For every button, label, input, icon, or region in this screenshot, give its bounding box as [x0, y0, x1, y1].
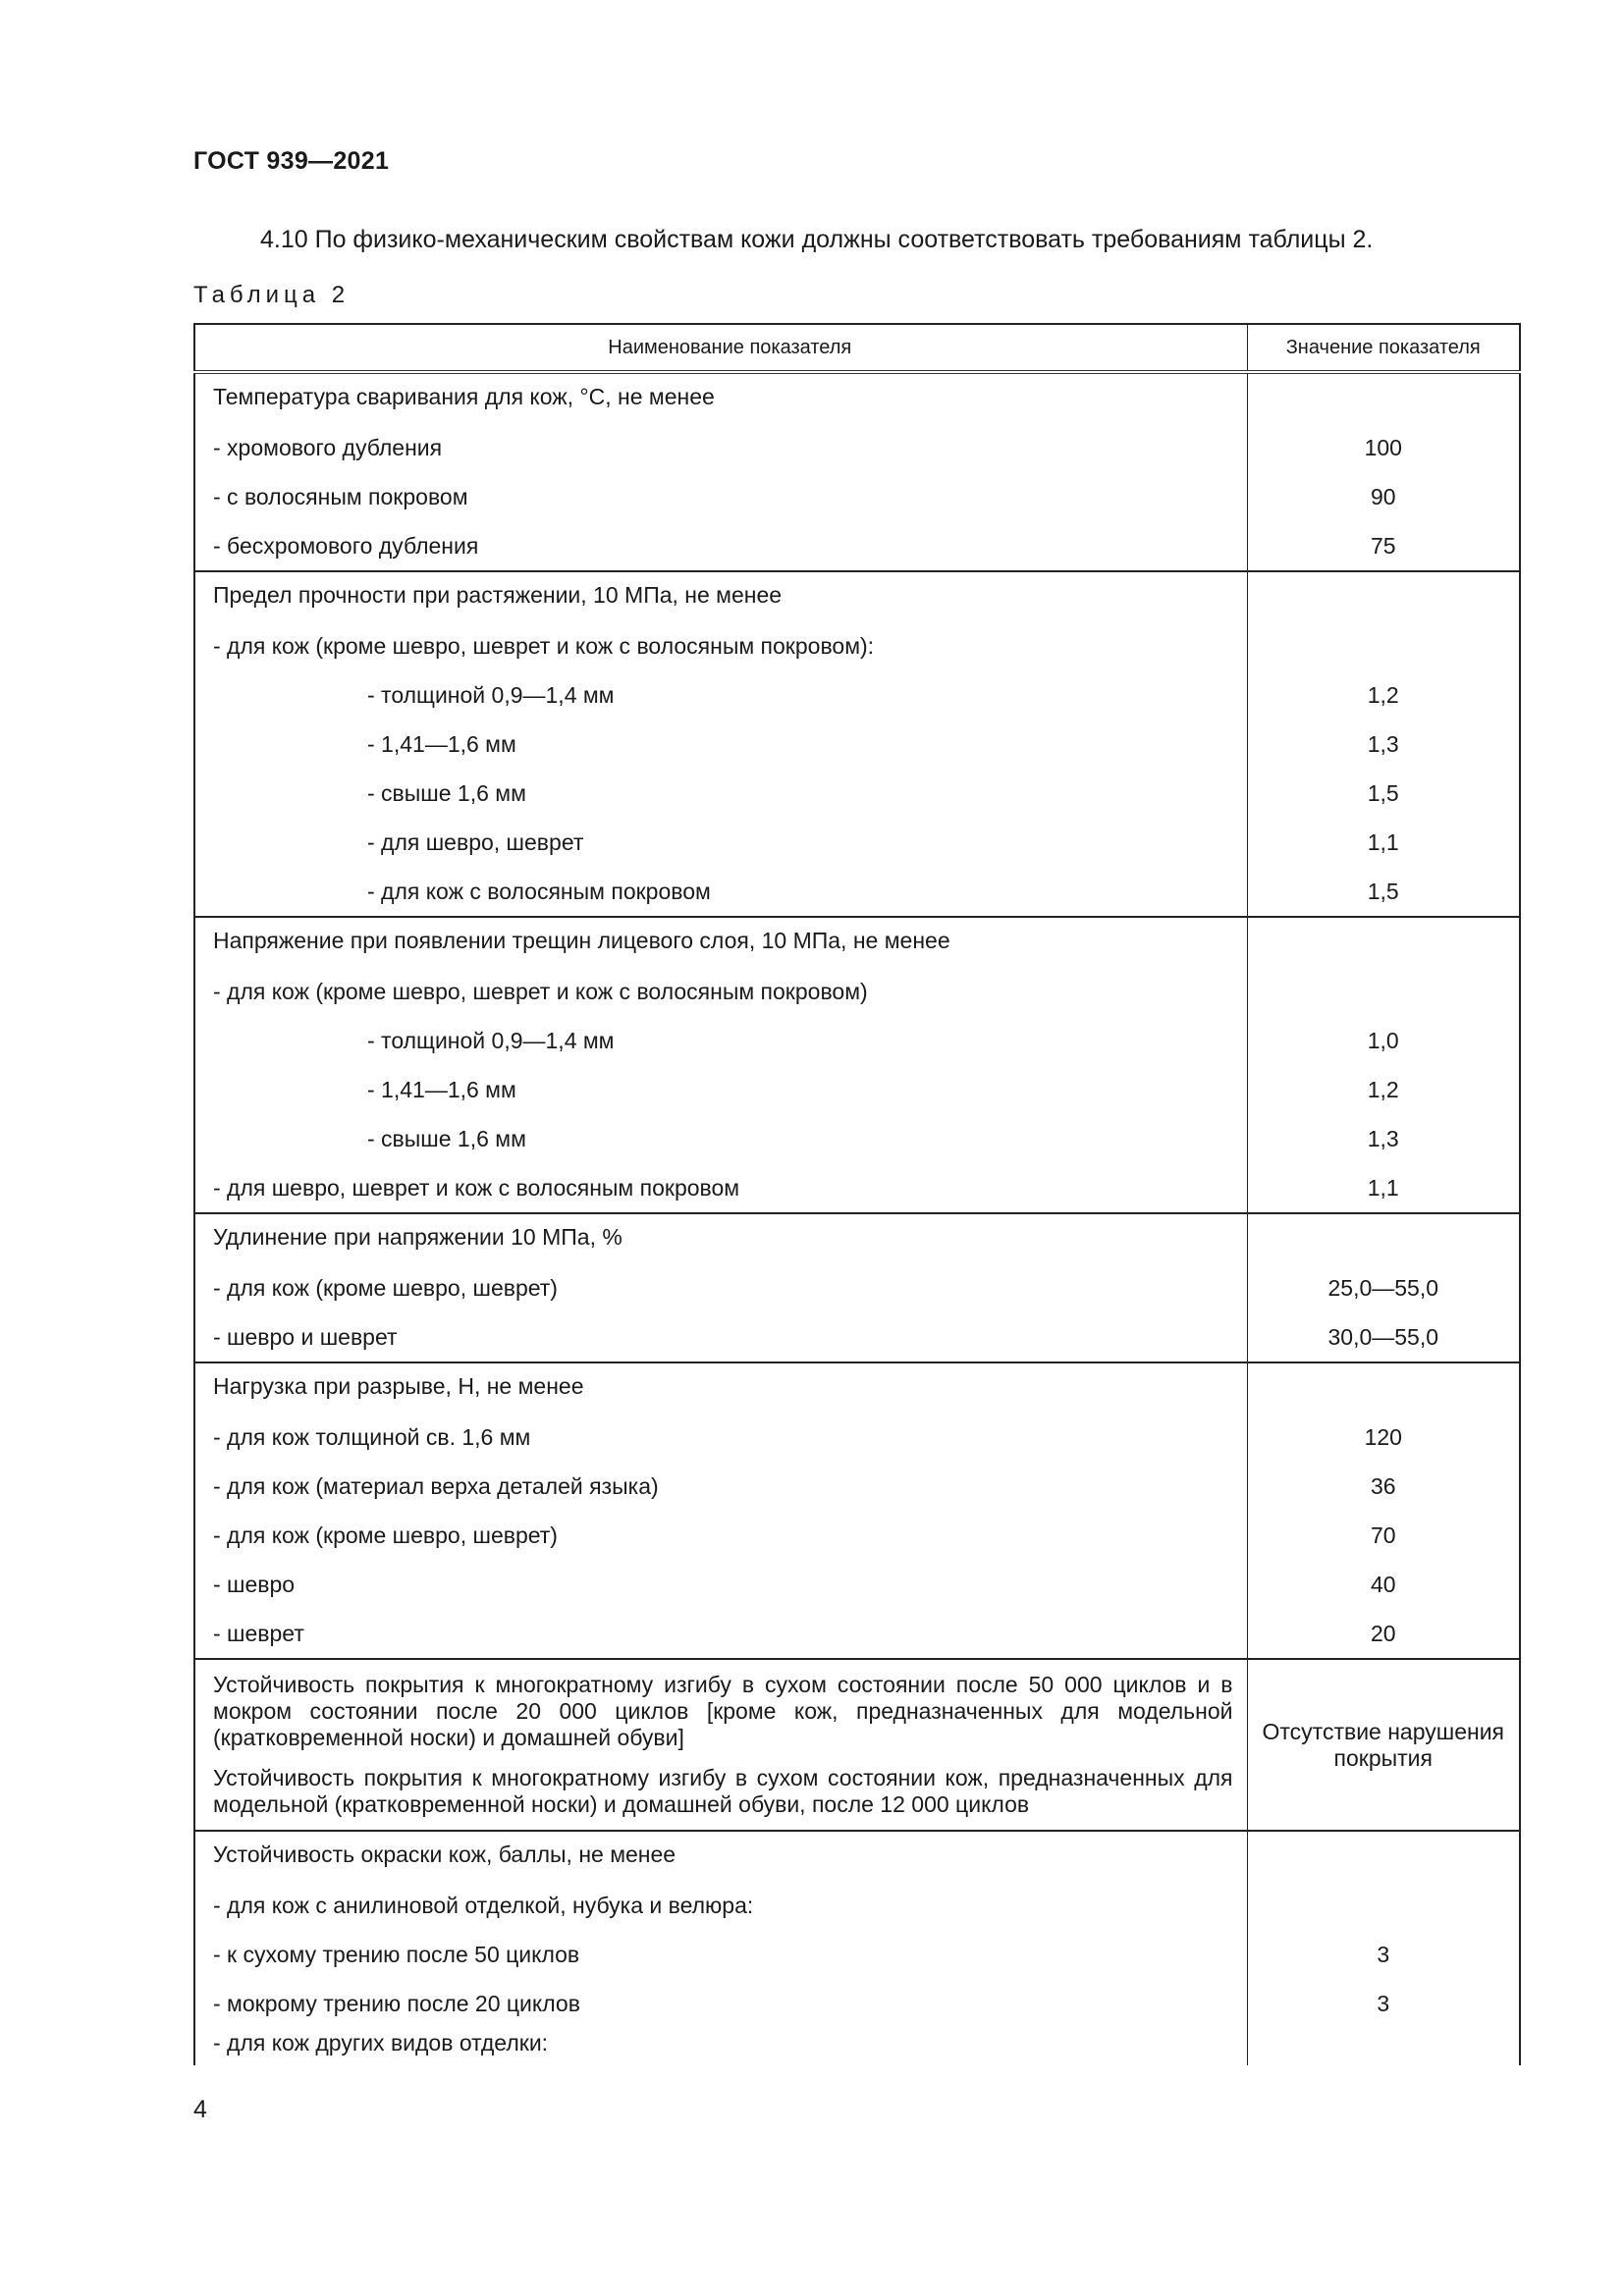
table-row: [194, 1065, 1520, 1114]
indicator-value: [1247, 967, 1520, 1016]
indicator-name: - для шевро, шеврет: [194, 818, 1247, 867]
indicator-value: 3: [1247, 1979, 1520, 2028]
table-row: [194, 1362, 1520, 1413]
table-row: [194, 670, 1520, 720]
indicator-name: - шевро и шеврет: [194, 1312, 1247, 1362]
indicator-value: 30,0—55,0: [1247, 1312, 1520, 1362]
indicator-name: - шевро: [194, 1560, 1247, 1609]
table-row: [194, 867, 1520, 917]
table-row: [194, 1831, 1520, 1881]
indicator-value: [1247, 372, 1520, 423]
indicator-value: 1,1: [1247, 1163, 1520, 1213]
indicator-name: - к сухому трению после 50 циклов: [194, 1930, 1247, 1979]
header-indicator-value: Значение показателя: [1247, 324, 1520, 372]
indicator-value: Отсутствие нарушения покрытия: [1247, 1659, 1520, 1831]
indicator-name: [194, 1659, 1247, 1831]
indicator-name: - шеврет: [194, 1609, 1247, 1659]
indicator-name: - для кож с волосяным покровом: [194, 867, 1247, 917]
indicator-value: [1247, 2028, 1520, 2065]
table-row: [194, 1114, 1520, 1163]
indicator-value: 90: [1247, 472, 1520, 521]
indicator-name: - с волосяным покровом: [194, 472, 1247, 521]
table-row: [194, 1413, 1520, 1462]
table-caption: Таблица 2: [193, 282, 351, 308]
table-row: [194, 2028, 1520, 2065]
table-row: [194, 521, 1520, 571]
table-row: [194, 1213, 1520, 1263]
indicator-name: - для кож (кроме шевро, шеврет и кож с волосяным покровом):: [194, 621, 1247, 670]
indicator-value: 40: [1247, 1560, 1520, 1609]
table-row: [194, 1930, 1520, 1979]
coating-model-shoes-text: Устойчивость покрытия к многократному изгибу в сухом состоянии кож, предназначенных для модельной (кратковременной носки) и домашней обуви, после 12 000 циклов: [213, 1765, 1233, 1817]
indicator-value: 70: [1247, 1511, 1520, 1560]
indicator-name: Удлинение при напряжении 10 МПа, %: [194, 1213, 1247, 1263]
properties-table: [193, 323, 1521, 2065]
indicator-value: 1,3: [1247, 720, 1520, 769]
indicator-name: - мокрому трению после 20 циклов: [194, 1979, 1247, 2028]
coating-dry-wet-text: Устойчивость покрытия к многократному изгибу в сухом состоянии после 50 000 циклов и в мокром состоянии после 20 000 циклов [кроме кож, предназначенных для модельной (кратковременной носки) и домашней обуви]: [213, 1672, 1233, 1750]
indicator-name: - бесхромового дубления: [194, 521, 1247, 571]
indicator-value: 25,0—55,0: [1247, 1263, 1520, 1312]
indicator-value: [1247, 917, 1520, 967]
indicator-name: - свыше 1,6 мм: [194, 769, 1247, 818]
indicator-name: - для кож (кроме шевро, шеврет): [194, 1263, 1247, 1312]
indicator-name: - хромового дубления: [194, 423, 1247, 472]
indicator-value: 1,0: [1247, 1016, 1520, 1065]
indicator-value: 1,5: [1247, 769, 1520, 818]
indicator-name: - для кож (кроме шевро, шеврет и кож с волосяным покровом): [194, 967, 1247, 1016]
indicator-value: [1247, 571, 1520, 621]
indicator-value: 120: [1247, 1413, 1520, 1462]
table-row-coating: [194, 1659, 1520, 1831]
indicator-name: Напряжение при появлении трещин лицевого слоя, 10 МПа, не менее: [194, 917, 1247, 967]
indicator-value: 1,2: [1247, 670, 1520, 720]
indicator-value: [1247, 1881, 1520, 1930]
indicator-value: [1247, 1362, 1520, 1413]
table-row: [194, 917, 1520, 967]
paragraph-4-10: 4.10 По физико-механическим свойствам кожи должны соответствовать требованиям таблицы 2.: [260, 226, 1374, 253]
indicator-name: Предел прочности при растяжении, 10 МПа, не менее: [194, 571, 1247, 621]
indicator-value: 1,1: [1247, 818, 1520, 867]
indicator-name: Температура сваривания для кож, °С, не менее: [194, 372, 1247, 423]
table-row: [194, 372, 1520, 423]
header-indicator-name: Наименование показателя: [194, 324, 1247, 372]
indicator-name: - 1,41—1,6 мм: [194, 720, 1247, 769]
indicator-value: 36: [1247, 1462, 1520, 1511]
indicator-value: [1247, 621, 1520, 670]
indicator-name: - для кож (кроме шевро, шеврет): [194, 1511, 1247, 1560]
indicator-name: - для шевро, шеврет и кож с волосяным покровом: [194, 1163, 1247, 1213]
indicator-name: - 1,41—1,6 мм: [194, 1065, 1247, 1114]
indicator-value: 20: [1247, 1609, 1520, 1659]
indicator-name: - свыше 1,6 мм: [194, 1114, 1247, 1163]
indicator-name: - для кож (материал верха деталей языка): [194, 1462, 1247, 1511]
indicator-name: - для кож с анилиновой отделкой, нубука и велюра:: [194, 1881, 1247, 1930]
table-row: [194, 621, 1520, 670]
table-row: [194, 1016, 1520, 1065]
indicator-value: 3: [1247, 1930, 1520, 1979]
table-row: [194, 818, 1520, 867]
table-row: [194, 1979, 1520, 2028]
indicator-name: - для кож других видов отделки:: [194, 2028, 1247, 2065]
table-row: [194, 1263, 1520, 1312]
indicator-name: - толщиной 0,9—1,4 мм: [194, 1016, 1247, 1065]
table-row: [194, 472, 1520, 521]
indicator-name: Нагрузка при разрыве, Н, не менее: [194, 1362, 1247, 1413]
document-header: ГОСТ 939—2021: [193, 147, 390, 175]
table-row: [194, 1163, 1520, 1213]
table-row: [194, 1609, 1520, 1659]
table-row: [194, 1312, 1520, 1362]
page-number: 4: [193, 2096, 207, 2123]
table-row: [194, 769, 1520, 818]
table-row: [194, 571, 1520, 621]
indicator-value: 100: [1247, 423, 1520, 472]
indicator-value: 75: [1247, 521, 1520, 571]
indicator-value: 1,2: [1247, 1065, 1520, 1114]
table-row: [194, 423, 1520, 472]
indicator-value: 1,3: [1247, 1114, 1520, 1163]
table-header-row: [194, 324, 1520, 372]
indicator-value: [1247, 1831, 1520, 1881]
indicator-name: Устойчивость окраски кож, баллы, не менее: [194, 1831, 1247, 1881]
table-row: [194, 1511, 1520, 1560]
table-row: [194, 1560, 1520, 1609]
indicator-value: [1247, 1213, 1520, 1263]
table-row: [194, 720, 1520, 769]
table-row: [194, 967, 1520, 1016]
table-row: [194, 1462, 1520, 1511]
indicator-value: 1,5: [1247, 867, 1520, 917]
indicator-name: - толщиной 0,9—1,4 мм: [194, 670, 1247, 720]
table-row: [194, 1881, 1520, 1930]
indicator-name: - для кож толщиной св. 1,6 мм: [194, 1413, 1247, 1462]
